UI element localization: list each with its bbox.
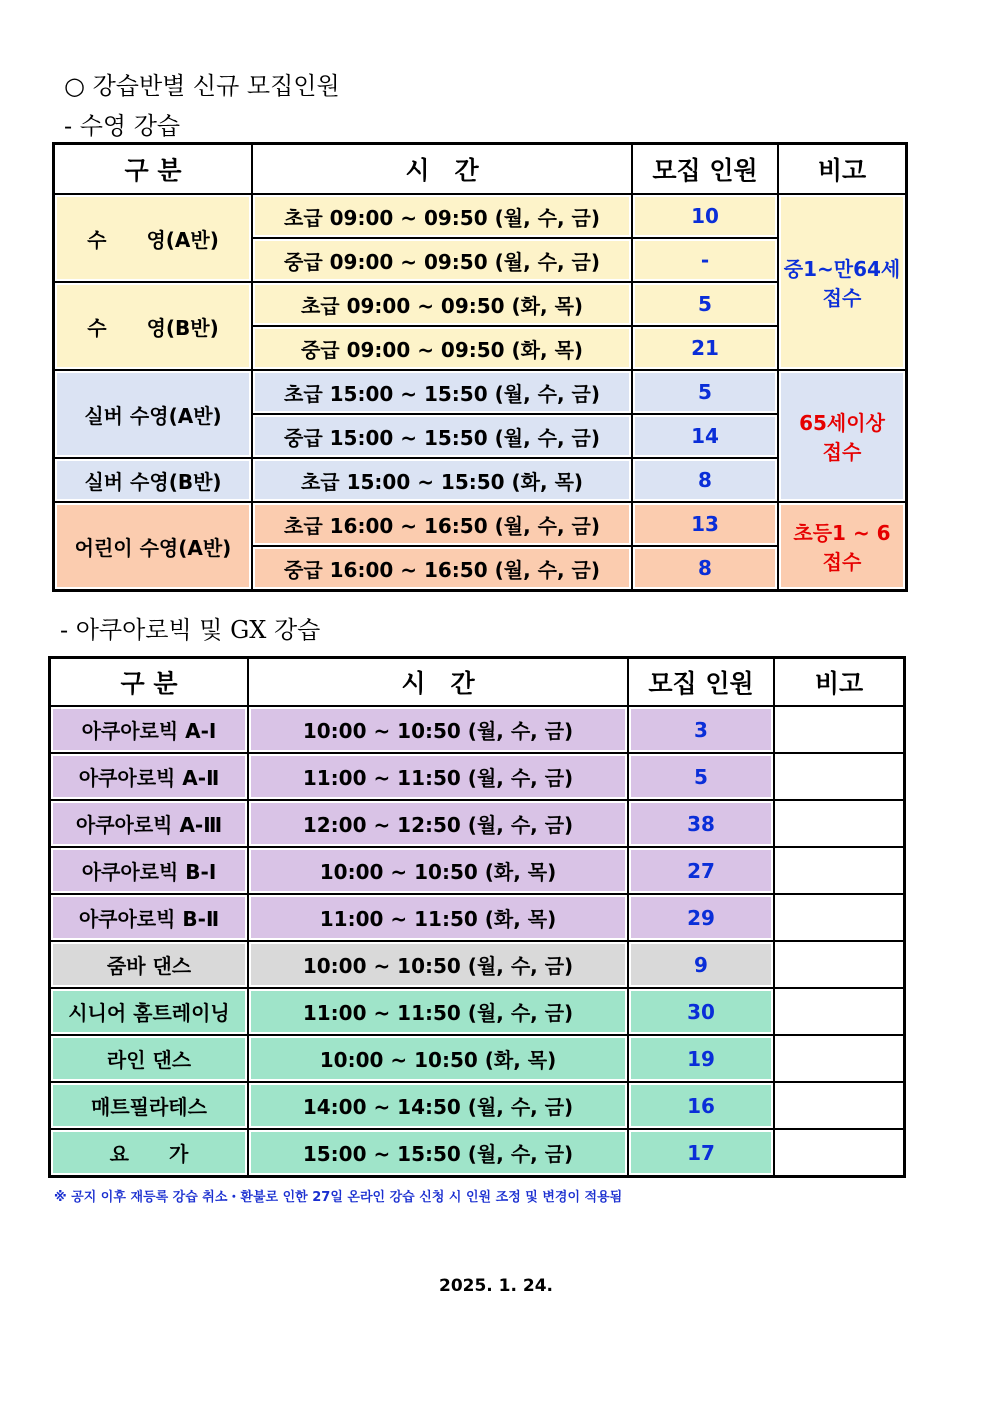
class-name: 아쿠아로빅 A-Ⅱ — [50, 753, 248, 800]
aqua-schedule-table — [48, 656, 906, 1178]
recruit-count: 5 — [628, 753, 774, 800]
recruit-count: 9 — [628, 941, 774, 988]
recruit-count: 13 — [632, 502, 778, 546]
document-date: 2025. 1. 24. — [438, 1276, 553, 1296]
table-row — [54, 194, 906, 238]
recruit-count: 5 — [632, 282, 778, 326]
table-row — [54, 502, 906, 546]
header-note: 비고 — [774, 658, 904, 706]
class-name: 요 가 — [50, 1129, 248, 1176]
class-time: 10:00 ~ 10:50 (월, 수, 금) — [248, 706, 628, 753]
recruit-count: 27 — [628, 847, 774, 894]
recruit-count: 8 — [632, 546, 778, 590]
note-line: 초등1 ~ 6 — [793, 521, 891, 545]
table-row — [54, 370, 906, 414]
swim-schedule-table — [52, 142, 908, 592]
note-line: 접수 — [822, 286, 862, 310]
table-row — [50, 941, 904, 988]
swim-section-heading: - 수영 강습 — [64, 112, 181, 140]
class-time: 11:00 ~ 11:50 (화, 목) — [248, 894, 628, 941]
header-count: 모집 인원 — [632, 144, 778, 194]
header-time: 시 간 — [248, 658, 628, 706]
class-time: 11:00 ~ 11:50 (월, 수, 금) — [248, 988, 628, 1035]
class-time: 중급 09:00 ~ 09:50 (화, 목) — [252, 326, 632, 370]
table-row — [50, 1082, 904, 1129]
note-cell — [774, 1082, 904, 1129]
class-name: 아쿠아로빅 B-Ⅰ — [50, 847, 248, 894]
class-name: 아쿠아로빅 A-Ⅲ — [50, 800, 248, 847]
recruit-count: 10 — [632, 194, 778, 238]
note-cell — [778, 370, 906, 502]
table-row — [50, 1035, 904, 1082]
class-time: 중급 16:00 ~ 16:50 (월, 수, 금) — [252, 546, 632, 590]
table-row — [50, 753, 904, 800]
recruit-count: 21 — [632, 326, 778, 370]
recruit-count: 5 — [632, 370, 778, 414]
note-cell — [774, 1129, 904, 1176]
table-row — [50, 1129, 904, 1176]
class-name: 줌바 댄스 — [50, 941, 248, 988]
table-row — [50, 706, 904, 753]
table-header-row — [54, 144, 906, 194]
table-row — [50, 988, 904, 1035]
table-row — [50, 847, 904, 894]
note-cell — [774, 800, 904, 847]
class-time: 중급 09:00 ~ 09:50 (월, 수, 금) — [252, 238, 632, 282]
class-name: 아쿠아로빅 A-Ⅰ — [50, 706, 248, 753]
table-header-row — [50, 658, 904, 706]
aqua-section-heading: - 아쿠아로빅 및 GX 강습 — [60, 616, 321, 644]
recruit-count: 8 — [632, 458, 778, 502]
recruit-count: 29 — [628, 894, 774, 941]
recruit-count: 30 — [628, 988, 774, 1035]
note-cell — [778, 194, 906, 370]
class-time: 15:00 ~ 15:50 (월, 수, 금) — [248, 1129, 628, 1176]
class-time: 11:00 ~ 11:50 (월, 수, 금) — [248, 753, 628, 800]
note-cell — [774, 706, 904, 753]
class-time: 12:00 ~ 12:50 (월, 수, 금) — [248, 800, 628, 847]
note-cell — [774, 894, 904, 941]
class-name: 라인 댄스 — [50, 1035, 248, 1082]
recruit-count: 19 — [628, 1035, 774, 1082]
class-time: 초급 09:00 ~ 09:50 (화, 목) — [252, 282, 632, 326]
recruit-count: 14 — [632, 414, 778, 458]
class-name: 매트필라테스 — [50, 1082, 248, 1129]
note-cell — [774, 847, 904, 894]
note-line: 중1~만64세 — [783, 257, 901, 281]
class-name: 수 영(B반) — [54, 282, 252, 370]
header-time: 시 간 — [252, 144, 632, 194]
class-time: 10:00 ~ 10:50 (월, 수, 금) — [248, 941, 628, 988]
class-time: 14:00 ~ 14:50 (월, 수, 금) — [248, 1082, 628, 1129]
note-line: 65세이상 — [799, 411, 885, 435]
class-name: 아쿠아로빅 B-Ⅱ — [50, 894, 248, 941]
header-count: 모집 인원 — [628, 658, 774, 706]
table-row — [50, 894, 904, 941]
recruit-count: - — [632, 238, 778, 282]
table-row — [50, 800, 904, 847]
class-name: 어린이 수영(A반) — [54, 502, 252, 590]
header-category: 구 분 — [54, 144, 252, 194]
class-time: 중급 15:00 ~ 15:50 (월, 수, 금) — [252, 414, 632, 458]
recruit-count: 3 — [628, 706, 774, 753]
class-name: 수 영(A반) — [54, 194, 252, 282]
header-category: 구 분 — [50, 658, 248, 706]
class-time: 10:00 ~ 10:50 (화, 목) — [248, 1035, 628, 1082]
class-time: 10:00 ~ 10:50 (화, 목) — [248, 847, 628, 894]
header-note: 비고 — [778, 144, 906, 194]
footnote: ※ 공지 이후 재등록 강습 취소・환불로 인한 27일 온라인 강습 신청 시 인원 조정 및 변경이 적용됨 — [54, 1190, 623, 1205]
note-cell — [774, 941, 904, 988]
class-time: 초급 09:00 ~ 09:50 (월, 수, 금) — [252, 194, 632, 238]
recruit-count: 16 — [628, 1082, 774, 1129]
class-name: 실버 수영(B반) — [54, 458, 252, 502]
class-time: 초급 16:00 ~ 16:50 (월, 수, 금) — [252, 502, 632, 546]
class-name: 시니어 홈트레이닝 — [50, 988, 248, 1035]
note-cell — [778, 502, 906, 590]
class-time: 초급 15:00 ~ 15:50 (화, 목) — [252, 458, 632, 502]
recruit-count: 38 — [628, 800, 774, 847]
note-cell — [774, 753, 904, 800]
note-cell — [774, 1035, 904, 1082]
class-time: 초급 15:00 ~ 15:50 (월, 수, 금) — [252, 370, 632, 414]
note-line: 접수 — [822, 550, 862, 574]
note-line: 접수 — [822, 440, 862, 464]
section-title: ○ 강습반별 신규 모집인원 — [64, 72, 340, 100]
note-cell — [774, 988, 904, 1035]
class-name: 실버 수영(A반) — [54, 370, 252, 458]
recruit-count: 17 — [628, 1129, 774, 1176]
